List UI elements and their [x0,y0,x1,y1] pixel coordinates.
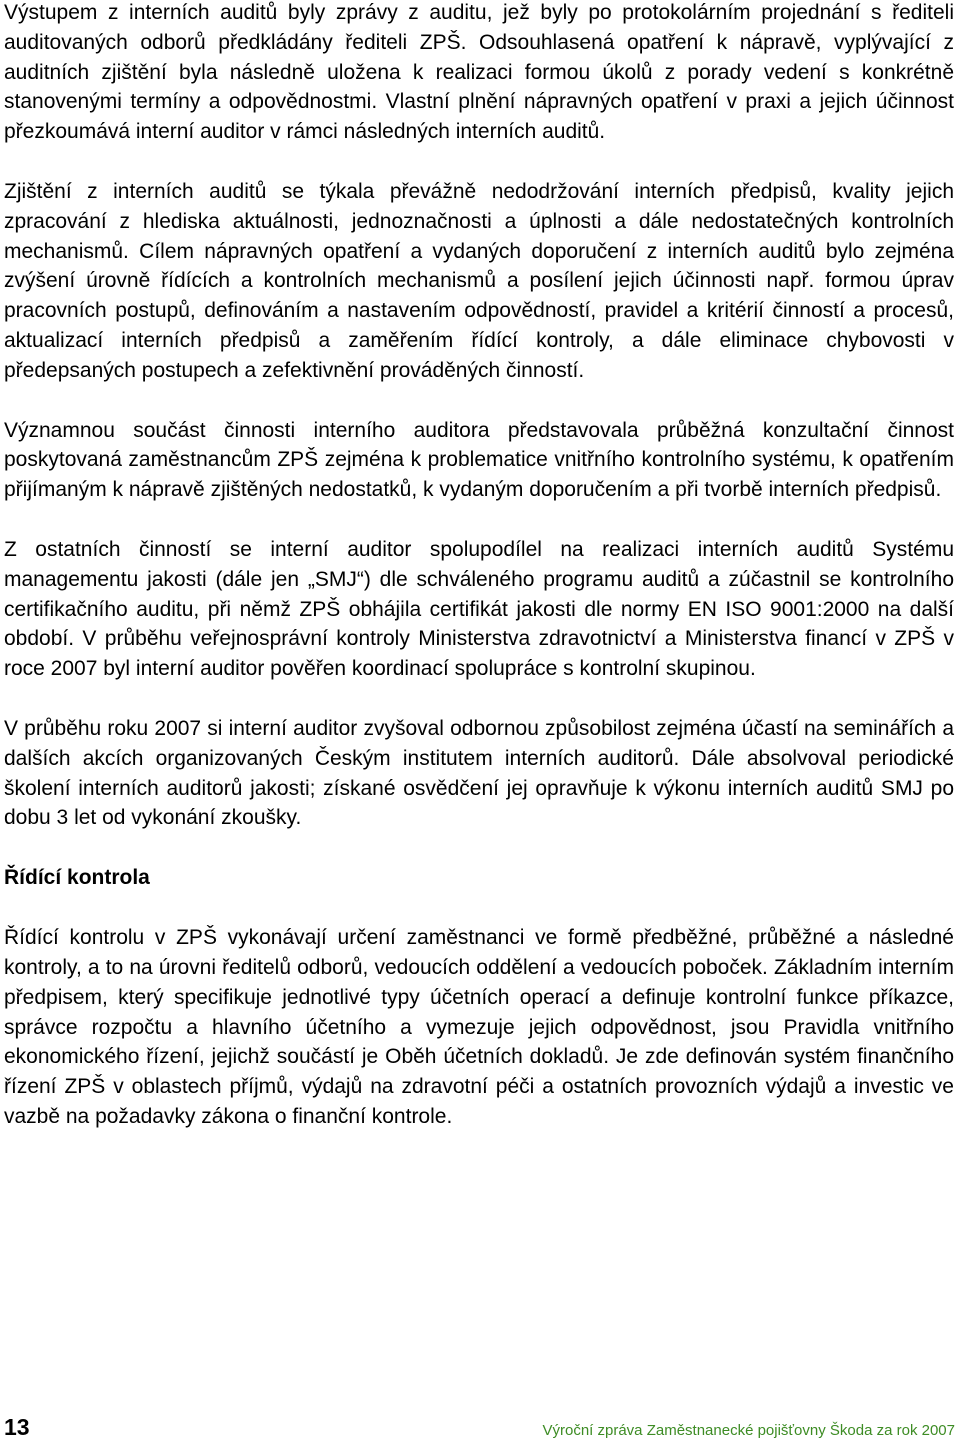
paragraph-audit-outputs: Výstupem z interních auditů byly zprávy z auditu, jež byly po protokolárním projednání s řediteli auditovaných odborů předkládány řediteli ZPŠ. Odsouhlasená opatření k nápravě, vyplývající z auditních zjištění byla následně uložena k realizaci formou úkolů z porady vedení s konkrétně stanovenými termíny a odpovědnostmi. Vlastní plnění nápravných opatření v praxi a jejich účinnost přezkoumává interní auditor v rámci následných interních auditů. [4,1,954,144]
paragraph-training: V průběhu roku 2007 si interní auditor zvyšoval odbornou způsobilost zejména účastí na seminářích a dalších akcích organizovaných Českým institutem interních auditorů. Dále absolvoval periodické školení interních auditorů jakosti; získané osvědčení jej opravňuje k výkonu interních auditů SMJ po dobu 3 let od vykonání zkoušky. [4,716,954,830]
paragraph-audit-findings: Zjištění z interních auditů se týkala převážně nedodržování interních předpisů, kvality jejich zpracování z hlediska aktuálnosti, jednoznačnosti a úplnosti a dále nedostatečných kontrolních mechanismů. Cílem nápravných opatření a vydaných doporučení z interních auditů bylo zejména zvýšení úrovně řídících a kontrolních mechanismů a posílení jejich účinnosti např. formou úprav pracovních postupů, definováním a nastavením odpovědností, pravidel a kritérií činností a procesů, aktualizací interních předpisů a zaměřením řídící kontroly, a dále eliminace chybovosti v předepsaných postupech a zefektivnění prováděných činností. [4,179,954,382]
paragraph-consulting: Významnou součást činnosti interního auditora představovala průběžná konzultační činnost poskytovaná zaměstnancům ZPŠ zejména k problematice vnitřního kontrolního systému, k opatřením přijímaným k nápravě zjištěných nedostatků, k vydaným doporučením a při tvorbě interních předpisů. [4,418,954,502]
document-body [4,0,954,1162]
page-number: 13 [4,1414,30,1440]
paragraph-management-control: Řídící kontrolu v ZPŠ vykonávají určení zaměstnanci ve formě předběžné, průběžné a následné kontroly, a to na úrovni ředitelů odborů, vedoucích oddělení a vedoucích poboček. Základním interním předpisem, který specifikuje jednotlivé typy účetních operací a definuje kontrolní funkce příkazce, správce rozpočtu a hlavního účetního a vymezuje jejich odpovědnost, jsou Pravidla vnitřního ekonomického řízení, jejichž součástí je Oběh účetních dokladů. Je zde definován systém finančního řízení ZPŠ v oblastech příjmů, výdajů na zdravotní péči a ostatních provozních výdajů a investic ve vazbě na požadavky zákona o finanční kontrole. [4,926,954,1128]
report-title: Výroční zpráva Zaměstnanecké pojišťovny Škoda za rok 2007 [542,1422,955,1439]
page-footer [4,1414,955,1444]
section-heading: Řídící kontrola [4,866,150,890]
paragraph-other-activities: Z ostatních činností se interní auditor spolupodílel na realizaci interních auditů Systému managementu jakosti (dále jen „SMJ“) dle schváleného programu auditů a zúčastnil se kontrolního certifikačního auditu, při němž ZPŠ obhájila certifikát jakosti dle normy EN ISO 9001:2000 na další období. V průběhu veřejnosprávní kontroly Ministerstva zdravotnictví a Ministerstva financí v ZPŠ v roce 2007 byl interní auditor pověřen koordinací spolupráce s kontrolní skupinou. [4,537,954,681]
